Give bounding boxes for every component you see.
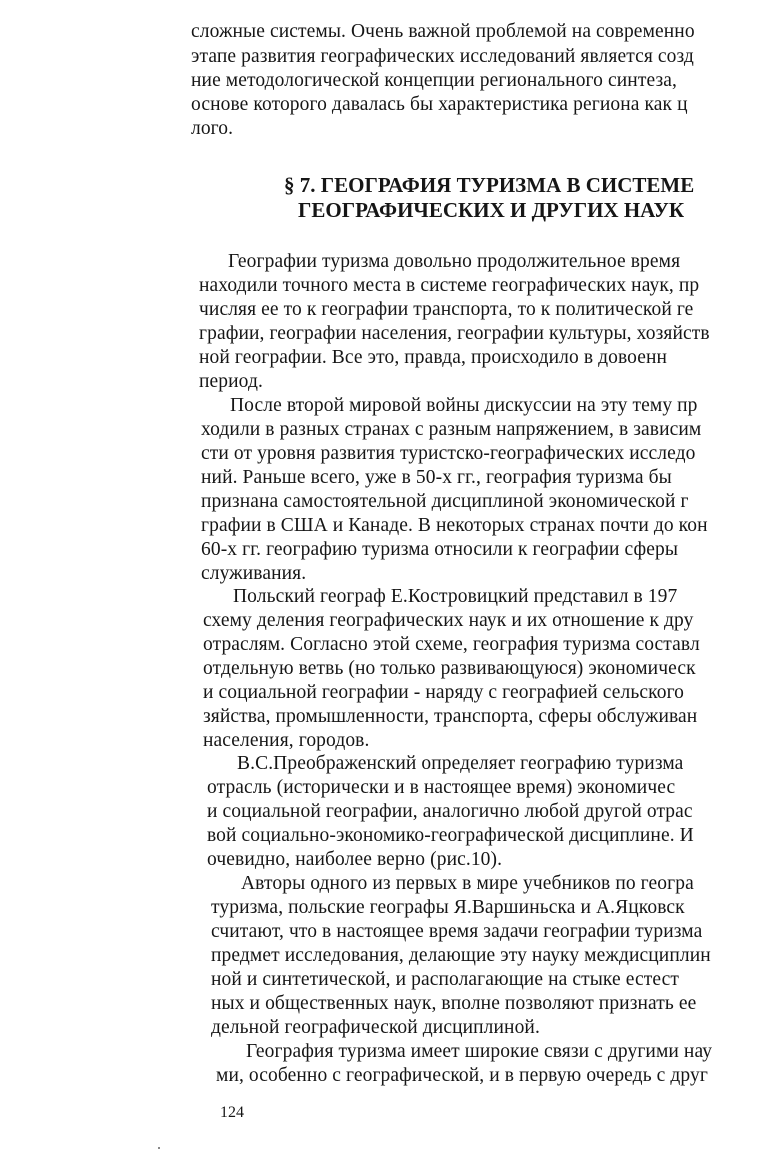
text-line: Польский географ Е.Костровицкий представил в 197 [233,586,678,607]
text-line: признана самостоятельной дисциплиной экономической г [201,491,689,512]
text-line: графии, географии населения, географии культуры, хозяйств [199,323,710,344]
text-line: населения, городов. [203,730,370,751]
text-line: отдельную ветвь (но только развивающуюся) экономическ [203,658,696,679]
text-line: числяя ее то к географии транспорта, то к политической ге [199,299,694,320]
page-number: 124 [220,1104,244,1121]
text-line: В.С.Преображенский определяет географию туризма [237,753,684,774]
text-line: туризма, польские географы Я.Варшиньска и А.Яцковск [211,897,685,918]
text-line: Географии туризма довольно продолжительное время [228,251,681,272]
text-line: дельной географической дисциплиной. [211,1017,540,1038]
text-line: графии в США и Канаде. В некоторых странах почти до кон [201,515,708,536]
text-line: основе которого давалась бы характеристика региона как ц [191,94,688,115]
text-line: ний. Раньше всего, уже в 50-х гг., география туризма бы [201,467,672,488]
section-heading-line-2: ГЕОГРАФИЧЕСКИХ И ДРУГИХ НАУК [298,198,685,222]
text-line: очевидно, наиболее верно (рис.10). [207,849,503,870]
text-line: сти от уровня развития туристско-географических исследо [201,443,696,464]
text-line: и социальной географии - наряду с географией сельского [203,682,685,703]
text-line: География туризма имеет широкие связи с другими нау [246,1041,713,1062]
text-line: служивания. [201,563,307,584]
scan-speck [158,1147,160,1149]
text-line: ние методологической концепции регионального синтеза, [191,70,677,91]
text-line: считают, что в настоящее время задачи географии туризма [211,921,703,942]
text-line: лого. [191,118,234,139]
text-line: и социальной географии, аналогично любой другой отрас [207,801,693,822]
section-heading-line-1: § 7. ГЕОГРАФИЯ ТУРИЗМА В СИСТЕМЕ [284,173,695,197]
text-line: этапе развития географических исследований является созд [191,46,694,67]
text-line: ходили в разных странах с разным напряжением, в зависим [201,419,702,440]
text-line: находили точного места в системе географических наук, пр [199,275,700,296]
text-line: После второй мировой войны дискуссии на эту тему пр [230,395,698,416]
text-line: Авторы одного из первых в мире учебников по геогра [241,873,694,894]
text-line: схему деления географических наук и их отношение к дру [203,610,694,631]
text-line: период. [199,371,263,392]
text-line: отраслям. Согласно этой схеме, география туризма составл [203,634,700,655]
text-line: ми, особенно с географической, и в первую очередь с друг [216,1065,708,1086]
text-line: отрасль (исторически и в настоящее время) экономичес [207,777,676,798]
text-line: ной и синтетической, и располагающие на стыке естест [211,969,679,990]
text-line: зяйства, промышленности, транспорта, сферы обслуживан [203,706,698,727]
text-line: сложные системы. Очень важной проблемой на современно [191,21,695,42]
text-line: вой социально-экономико-географической дисциплине. И [207,825,694,846]
text-line: ных и общественных наук, вполне позволяют признать ее [211,993,697,1014]
text-line: предмет исследования, делающие эту науку междисциплин [211,945,711,966]
text-line: ной географии. Все это, правда, происходило в довоенн [199,347,668,368]
text-line: 60-х гг. географию туризма относили к географии сферы [201,539,679,560]
